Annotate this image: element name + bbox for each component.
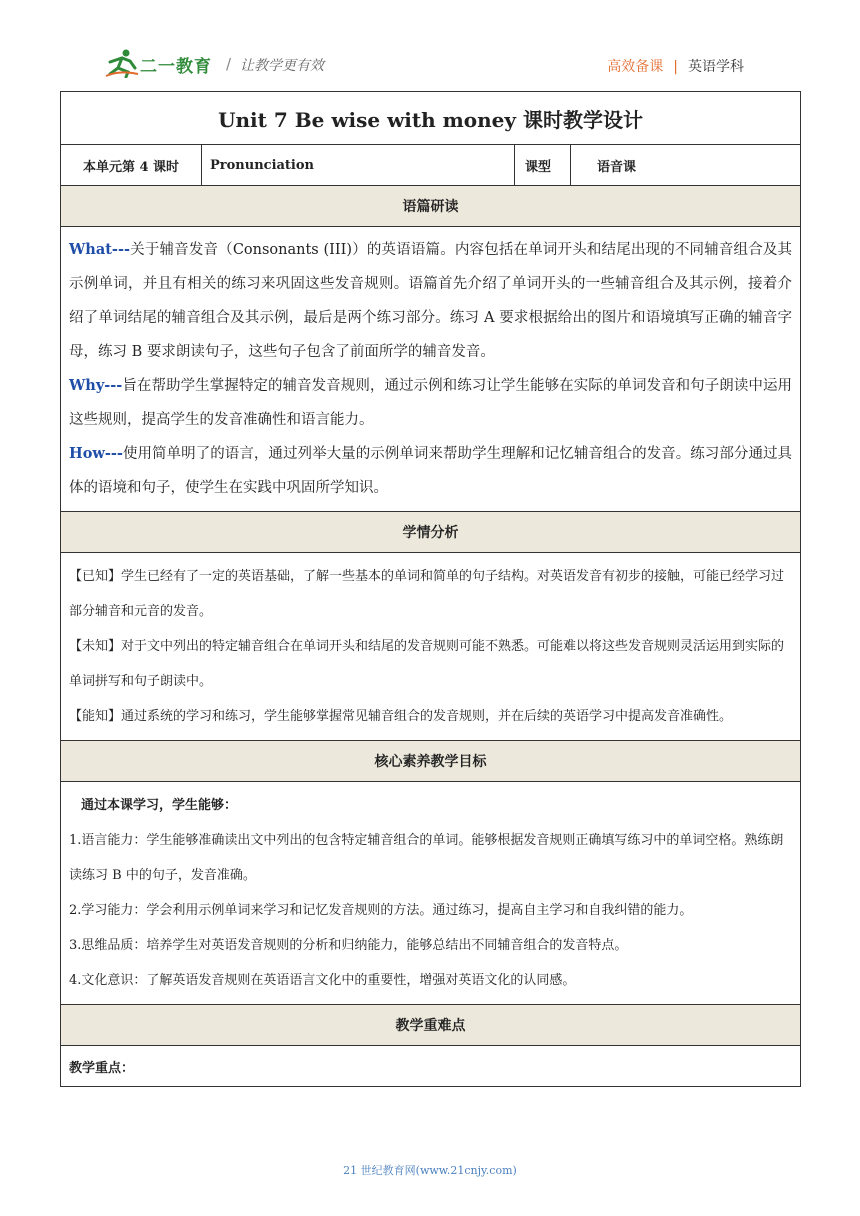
lesson-type-value: 语音课 bbox=[571, 145, 801, 186]
page-header bbox=[0, 0, 860, 92]
brand-logo bbox=[104, 46, 214, 82]
what-text: 关于辅音发音（Consonants (III)）的英语语篇。内容包括在单词开头和结尾出现的不同辅音组合及其示例单词，并且有相关的练习来巩固这些发音规则。语篇首先介绍了单词开头的一些辅音组合及其示例，接着介绍了单词结尾的辅音组合及其示例，最后是两个练习部分。练习 A 要求根据给出的图片和语境填写正确的辅音字母，练习 B 要求朗读句子，这些句子包含了前面所学的辅音发音。 bbox=[69, 242, 793, 360]
what-label: What--- bbox=[69, 241, 130, 258]
goal-item: 2.学习能力：学会利用示例单词来学习和记忆发音规则的方法。通过练习，提高自主学习和自我纠错的能力。 bbox=[69, 903, 693, 918]
able-paragraph: 【能知】通过系统的学习和练习，学生能够掌握常见辅音组合的发音规则，并在后续的英语学习中提高发音准确性。 bbox=[69, 709, 733, 724]
document-title: Unit 7 Be wise with money 课时教学设计 bbox=[61, 92, 801, 145]
lesson-number: 本单元第 4 课时 bbox=[61, 145, 202, 186]
why-paragraph bbox=[69, 369, 792, 437]
runner-icon bbox=[104, 48, 140, 78]
lesson-plan-table bbox=[60, 91, 801, 1087]
how-label: How--- bbox=[69, 445, 123, 462]
reading-body bbox=[61, 227, 801, 512]
goal-item: 1.语言能力：学生能够准确读出文中列出的包含特定辅音组合的单词。能够根据发音规则正确填写练习中的单词空格。熟练朗读练习 B 中的句子，发音准确。 bbox=[69, 833, 784, 883]
lesson-topic: Pronunciation bbox=[202, 145, 515, 186]
why-label: Why--- bbox=[69, 377, 123, 394]
how-text: 使用简单明了的语言，通过列举大量的示例单词来帮助学生理解和记忆辅音组合的发音。练习部分通过具体的语境和句子，使学生在实践中巩固所学知识。 bbox=[69, 446, 793, 496]
goals-intro: 通过本课学习，学生能够： bbox=[81, 798, 238, 813]
header-prep-label: 高效备课 bbox=[607, 59, 664, 75]
header-slogan: 让教学更有效 bbox=[240, 58, 324, 74]
goal-item: 4.文化意识：了解英语发音规则在英语语言文化中的重要性，增强对英语文化的认同感。 bbox=[69, 973, 576, 988]
page-footer: 21 世纪教育网(www.21cnjy.com) bbox=[343, 1164, 517, 1177]
goals-heading: 核心素养教学目标 bbox=[61, 741, 801, 782]
header-right bbox=[607, 56, 744, 76]
key-points-heading: 教学重难点 bbox=[61, 1005, 801, 1046]
why-text: 旨在帮助学生掌握特定的辅音发音规则，通过示例和练习让学生能够在实际的单词发音和句子朗读中运用这些规则，提高学生的发音准确性和语言能力。 bbox=[69, 378, 793, 428]
reading-heading: 语篇研读 bbox=[61, 186, 801, 227]
what-paragraph bbox=[69, 233, 792, 369]
logo-text: 二一教育 bbox=[140, 57, 212, 77]
known-paragraph: 【已知】学生已经有了一定的英语基础，了解一些基本的单词和简单的句子结构。对英语发音有初步的接触，可能已经学习过部分辅音和元音的发音。 bbox=[69, 569, 785, 619]
header-divider: | bbox=[673, 59, 678, 75]
unknown-paragraph: 【未知】对于文中列出的特定辅音组合在单词开头和结尾的发音规则可能不熟悉。可能难以将这些发音规则灵活运用到实际的单词拼写和句子朗读中。 bbox=[69, 639, 785, 689]
key-points-label: 教学重点： bbox=[61, 1046, 801, 1087]
header-subject: 英语学科 bbox=[688, 59, 744, 75]
analysis-body bbox=[61, 553, 801, 741]
header-separator: / bbox=[226, 55, 232, 73]
how-paragraph bbox=[69, 437, 792, 505]
goal-item: 3.思维品质：培养学生对英语发音规则的分析和归纳能力，能够总结出不同辅音组合的发音特点。 bbox=[69, 938, 628, 953]
lesson-type-label: 课型 bbox=[515, 145, 571, 186]
analysis-heading: 学情分析 bbox=[61, 512, 801, 553]
goals-body bbox=[61, 782, 801, 1005]
